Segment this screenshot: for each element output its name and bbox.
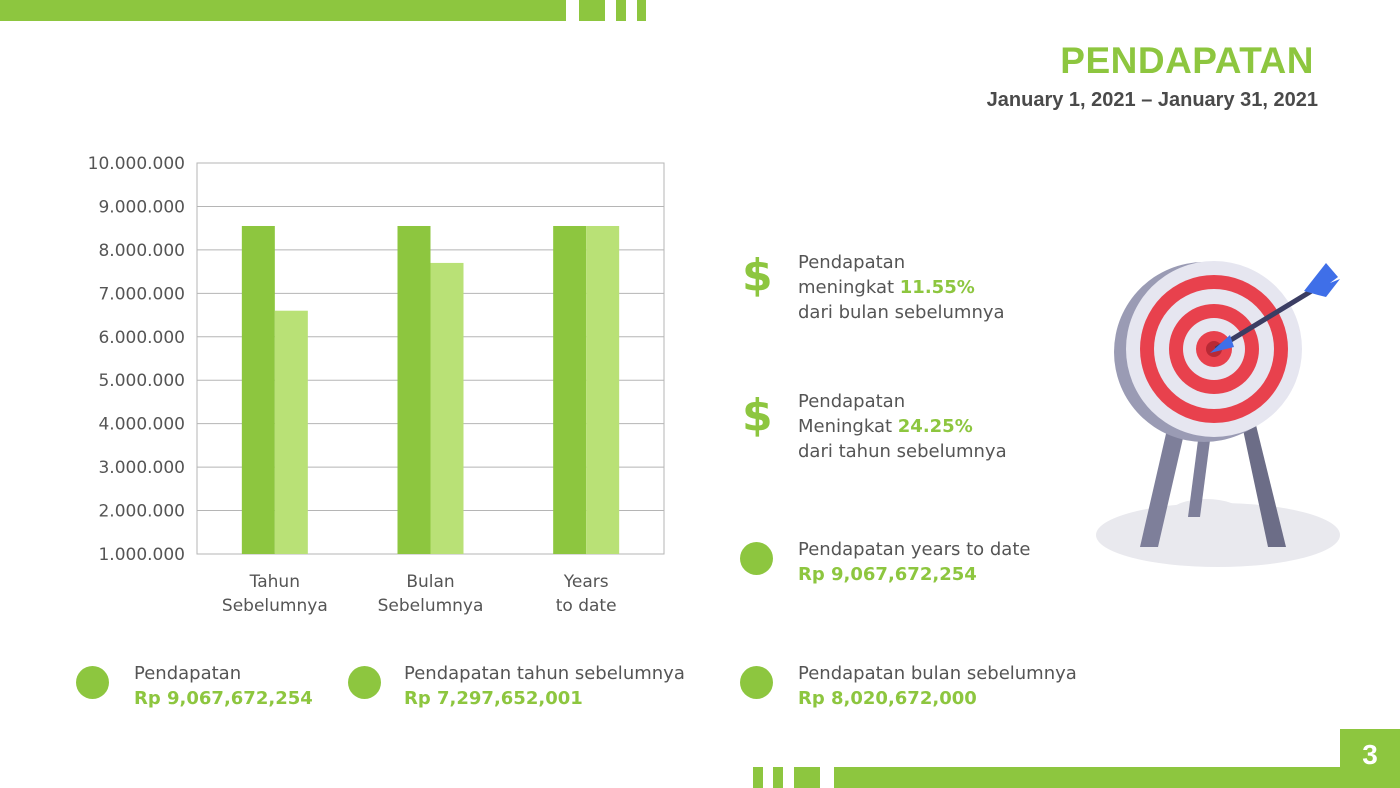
legend-label: Pendapatan bulan sebelumnya	[798, 663, 1077, 684]
bar	[275, 311, 308, 554]
page-title: PENDAPATAN	[1060, 40, 1314, 81]
legend-bullet	[740, 666, 773, 699]
stat-ytd	[798, 537, 1030, 587]
bar	[553, 226, 586, 554]
x-tick-label: to date	[555, 596, 617, 616]
stat-monthly-increase	[798, 250, 1005, 325]
legend-value: Rp 7,297,652,001	[404, 688, 583, 709]
date-range: January 1, 2021 – January 31, 2021	[986, 89, 1318, 111]
legend-value: Rp 9,067,672,254	[134, 688, 313, 709]
stat-line2	[798, 414, 1007, 439]
target-icon	[1090, 255, 1350, 575]
ytd-label: Pendapatan years to date	[798, 539, 1031, 560]
legend-label: Pendapatan	[134, 663, 242, 684]
dollar-icon: $	[742, 390, 773, 441]
y-tick-label: 1.000.000	[98, 545, 185, 565]
bottom-accent-stripe-2	[773, 767, 783, 788]
legend-item-tahun	[404, 661, 685, 711]
y-tick-label: 5.000.000	[98, 371, 185, 392]
legend-label: Pendapatan tahun sebelumnya	[404, 663, 685, 684]
stat-highlight: 11.55%	[899, 277, 975, 298]
bottom-accent-stripe-1	[753, 767, 763, 788]
stat-line2-prefix: meningkat	[798, 277, 900, 298]
legend-bullet	[76, 666, 109, 699]
bar	[586, 226, 619, 554]
ytd-bullet	[740, 542, 773, 575]
bottom-accent-block	[794, 767, 820, 788]
stat-line2-prefix: Meningkat	[798, 416, 898, 437]
x-tick-label: Tahun	[249, 572, 300, 592]
y-tick-label: 10.000.000	[87, 154, 185, 174]
dollar-icon: $	[742, 250, 773, 301]
arrow-fletching	[1304, 263, 1340, 297]
legend-bullet	[348, 666, 381, 699]
y-tick-label: 4.000.000	[98, 414, 185, 435]
bar	[431, 263, 464, 554]
x-tick-label: Sebelumnya	[221, 596, 328, 616]
bar	[242, 226, 275, 554]
stat-line2	[798, 275, 1005, 300]
ytd-value: Rp 9,067,672,254	[798, 564, 977, 585]
y-tick-label: 6.000.000	[98, 327, 185, 348]
bottom-accent-bar	[834, 767, 1400, 788]
revenue-bar-chart	[0, 0, 700, 640]
y-tick-label: 8.000.000	[98, 240, 185, 261]
page-number: 3	[1340, 729, 1400, 780]
stat-line1: Pendapatan	[798, 252, 906, 273]
legend-value: Rp 8,020,672,000	[798, 688, 977, 709]
stat-line1: Pendapatan	[798, 391, 906, 412]
stat-highlight: 24.25%	[897, 416, 973, 437]
x-tick-label: Bulan	[406, 572, 455, 592]
y-tick-label: 7.000.000	[98, 284, 185, 305]
legend-item-bulan	[798, 661, 1077, 711]
stat-line3: dari tahun sebelumnya	[798, 441, 1007, 462]
legend-item-pendapatan	[134, 661, 313, 711]
x-tick-label: Sebelumnya	[377, 596, 484, 616]
x-tick-label: Years	[563, 572, 609, 592]
stat-line3: dari bulan sebelumnya	[798, 302, 1005, 323]
y-tick-label: 9.000.000	[98, 197, 185, 218]
bar	[398, 226, 431, 554]
target-shadow-bump	[1170, 499, 1242, 527]
y-tick-label: 2.000.000	[98, 501, 185, 522]
stat-yearly-increase	[798, 389, 1007, 464]
y-tick-label: 3.000.000	[98, 458, 185, 479]
